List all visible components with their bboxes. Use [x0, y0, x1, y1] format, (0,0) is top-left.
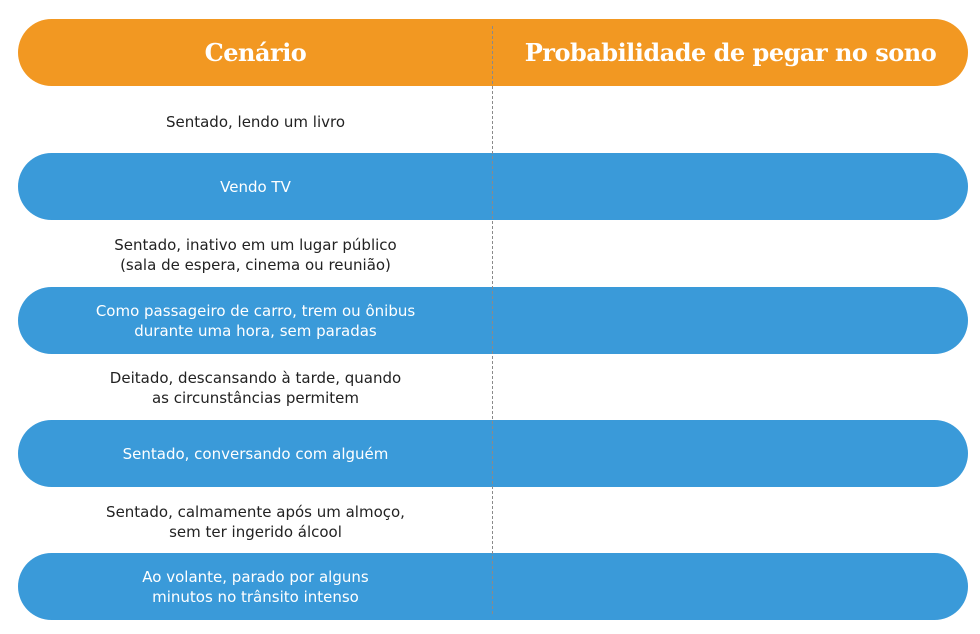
table-row [18, 153, 968, 220]
table-row [18, 221, 968, 288]
scenario-label: Deitado, descansando à tarde, quando as circunstâncias permitem [109, 368, 402, 407]
probability-cell[interactable] [493, 420, 968, 487]
scenario-label: Sentado, lendo um livro [165, 112, 346, 131]
scenario-label: Sentado, inativo em um lugar público (sala de espera, cinema ou reunião) [114, 235, 397, 274]
probability-cell[interactable] [493, 354, 968, 421]
table-row [18, 420, 968, 487]
probability-cell[interactable] [493, 488, 968, 555]
probability-cell[interactable] [493, 88, 968, 155]
table-row [18, 287, 968, 354]
header-probability: Probabilidade de pegar no sono [524, 38, 937, 67]
probability-cell[interactable] [493, 287, 968, 354]
probability-cell[interactable] [493, 553, 968, 620]
table-row [18, 553, 968, 620]
table-row [18, 488, 968, 555]
table-row [18, 88, 968, 155]
probability-cell[interactable] [493, 221, 968, 288]
scenario-label: Como passageiro de carro, trem ou ônibus durante uma hora, sem paradas [95, 301, 416, 340]
scenario-label: Sentado, calmamente após um almoço, sem ter ingerido álcool [106, 502, 405, 541]
table-row [18, 354, 968, 421]
scenario-label: Ao volante, parado por alguns minutos no trânsito intenso [142, 567, 369, 606]
scenario-label: Vendo TV [220, 177, 291, 196]
table-header [18, 19, 968, 86]
probability-cell[interactable] [493, 153, 968, 220]
scenario-label: Sentado, conversando com alguém [122, 444, 389, 463]
header-scenario: Cenário [204, 38, 307, 67]
column-divider [492, 26, 493, 614]
